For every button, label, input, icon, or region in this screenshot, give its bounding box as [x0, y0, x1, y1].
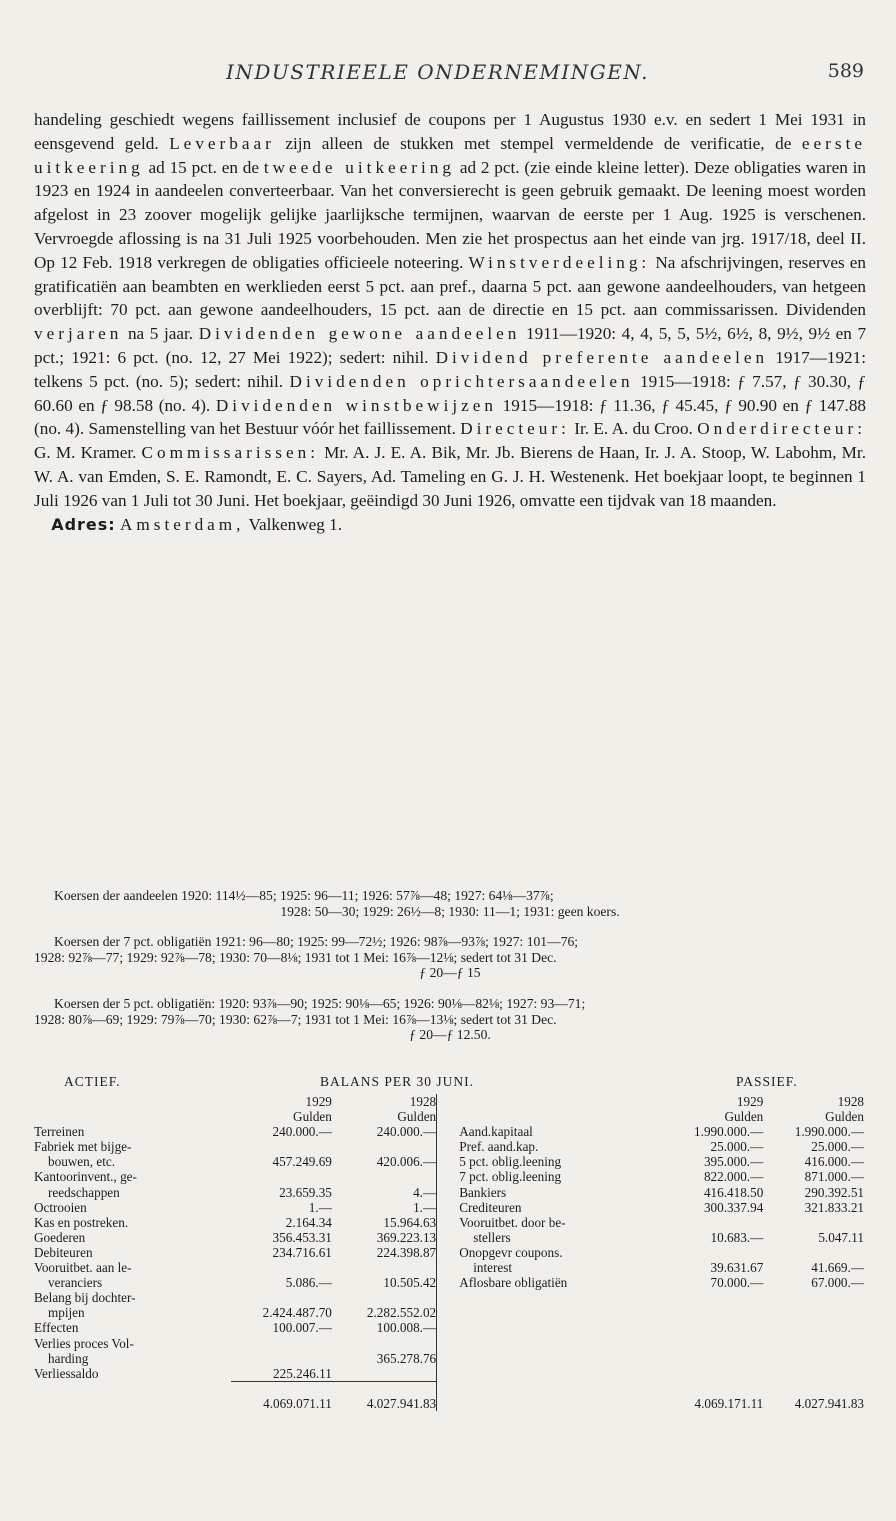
right-value-1928: 321.833.21	[804, 1199, 864, 1215]
actief-item-label: Debiteuren	[34, 1244, 93, 1260]
text-segment: 1911—1920: 4, 4, 5, 5, 5½, 6½, 8, 9½, 9½ en 7 pct.; 1921: 6 pct. (no. 12, 27 Mei 1922); sedert: nihil.	[34, 324, 867, 367]
left-value-1928: 1.—	[413, 1199, 437, 1215]
spaced-term: Dividenden winstbewijzen	[215, 395, 497, 415]
balance-row	[34, 1290, 864, 1305]
left-value-1928: 2.282.552.02	[366, 1305, 437, 1321]
passief-item-label: stellers	[473, 1229, 511, 1245]
text-segment: na 5 jaar.	[127, 324, 194, 344]
actief-item-label: Effecten	[34, 1320, 79, 1336]
actief-item-label: Fabriek met bijge-	[34, 1139, 132, 1155]
right-value-1929: 822.000.—	[703, 1169, 764, 1185]
left-value-1929: 23.659.35	[279, 1184, 332, 1200]
total-actief-1929: 4.069.071.11	[263, 1395, 332, 1411]
passief-item-label: Bankiers	[459, 1184, 507, 1200]
left-value-1928: 369.223.13	[376, 1229, 437, 1245]
column-divider	[437, 1215, 460, 1230]
column-divider	[437, 1336, 460, 1351]
year-row	[34, 1094, 864, 1109]
spaced-term: Winstverdeeling:	[468, 252, 651, 272]
year-header: 1928	[409, 1094, 437, 1109]
right-value-1929: 1.990.000.—	[694, 1124, 764, 1140]
actief-item-label: bouwen, etc.	[48, 1154, 116, 1170]
passief-label: PASSIEF.	[736, 1074, 798, 1089]
actief-item-label: Vooruitbet. aan le-	[34, 1260, 132, 1276]
left-value-1928	[332, 1366, 437, 1382]
spaced-term: Dividenden oprichtersaandeelen	[289, 371, 634, 391]
totals-row	[34, 1382, 864, 1411]
actief-item-label: Terreinen	[34, 1124, 85, 1140]
text-segment: zijn alleen de stukken met stempel vermeldende de verificatie, de	[285, 133, 792, 153]
passief-item-label: Pref. aand.kap.	[459, 1139, 539, 1155]
balance-row	[34, 1351, 864, 1366]
unit-header: Gulden	[724, 1109, 764, 1125]
left-value-1929: 5.086.—	[285, 1275, 332, 1291]
balance-row	[34, 1305, 864, 1320]
column-divider	[437, 1351, 460, 1366]
spaced-term: Dividend preferente aandeelen	[435, 347, 769, 367]
text-segment: handeling geschiedt wegens faillissement inclusief de coupons per 1 Augustus 1930 e.v. en sedert 1 Mei 1931 in eensgevend geld.	[34, 110, 866, 153]
actief-item-label: Kantoorinvent., ge-	[34, 1169, 137, 1185]
column-divider	[437, 1260, 460, 1275]
column-divider	[437, 1230, 460, 1245]
unit-row	[34, 1109, 864, 1124]
total-passief-1928: 4.027.941.83	[794, 1395, 864, 1411]
left-value-1929: 240.000.—	[272, 1124, 332, 1140]
balance-row	[34, 1260, 864, 1275]
left-value-1929: 457.249.69	[272, 1154, 332, 1170]
actief-item-label: Octrooien	[34, 1199, 87, 1215]
left-value-1929: 2.424.487.70	[262, 1305, 332, 1321]
actief-item-label: reedschappen	[48, 1184, 120, 1200]
right-value-1929: 416.418.50	[703, 1184, 764, 1200]
column-divider	[437, 1200, 460, 1215]
koersen-line: ƒ 20—ƒ 12.50.	[409, 1027, 491, 1043]
spaced-term: Directeur:	[460, 419, 570, 439]
unit-header: Gulden	[397, 1109, 437, 1125]
right-value-1929: 395.000.—	[703, 1154, 764, 1170]
text-segment: Ir. E. A. du Croo.	[574, 419, 693, 439]
passief-item-label: 5 pct. oblig.leening	[459, 1154, 562, 1170]
right-value-1929: 10.683.—	[710, 1229, 764, 1245]
balance-row	[34, 1336, 864, 1351]
actief-item-label: Goederen	[34, 1229, 86, 1245]
text-segment: G. M. Kramer.	[34, 443, 137, 463]
left-value-1928: 4.—	[413, 1184, 437, 1200]
year-header: 1929	[736, 1094, 764, 1109]
spaced-term: Leverbaar	[169, 133, 275, 153]
actief-item-label: harding	[48, 1350, 89, 1366]
column-divider	[437, 1290, 460, 1305]
left-value-1929: 356.453.31	[272, 1229, 332, 1245]
koersen-aandeelen	[34, 888, 866, 919]
balance-row	[34, 1124, 864, 1139]
main-paragraph	[34, 108, 866, 536]
passief-item-label: 7 pct. oblig.leening	[459, 1169, 562, 1185]
left-value-1928: 420.006.—	[376, 1154, 437, 1170]
passief-item-label: Vooruitbet. door be-	[459, 1214, 566, 1230]
balance-row	[34, 1154, 864, 1169]
left-value-1928: 365.278.76	[376, 1350, 437, 1366]
koersen-5pct	[34, 996, 866, 1043]
right-value-1928: 1.990.000.—	[794, 1124, 864, 1140]
spaced-term: verjaren	[34, 324, 123, 344]
passief-item-label: Crediteuren	[459, 1199, 522, 1215]
right-value-1928: 5.047.11	[818, 1229, 864, 1245]
text-segment: 1915—1918: ƒ 11.36, ƒ 45.45, ƒ 90.90 en ƒ 147.88 (no. 4). Samenstelling van het Bestuur vóór het faillissement.	[34, 395, 867, 439]
left-value-1928: 15.964.63	[383, 1214, 437, 1230]
text-segment: Mr. A. J. E. A. Bik, Mr. Jb. Bierens de Haan, Ir. J. A. Stoop, W. Labohm, Mr. W. A. van Emden, S. E. Ramondt, E. C. Sayers, Ad. Tameling en G. J. H. Westenenk. Het boekjaar loopt, te beginnen 1 Juli 1926 van 1 Juli tot 30 Juni. Het boekjaar, geëindigd 30 Juni 1926, omvatte een tijdvak van 18 maanden.	[34, 443, 867, 510]
koersen-7pct	[34, 934, 866, 981]
actief-item-label: Belang bij dochter-	[34, 1290, 136, 1306]
spaced-term: Commissarissen:	[141, 443, 319, 463]
column-divider	[437, 1139, 460, 1154]
page-number: 589	[827, 60, 864, 82]
balance-row	[34, 1169, 864, 1184]
passief-item-label: interest	[473, 1260, 513, 1276]
left-value-1928: 10.505.42	[383, 1275, 437, 1291]
balance-row	[34, 1200, 864, 1215]
text-segment: ad 15 pct. en de	[148, 157, 259, 177]
column-divider	[437, 1366, 460, 1382]
balance-row	[34, 1139, 864, 1154]
balance-row	[34, 1320, 864, 1335]
address-label: Adres:	[51, 514, 116, 534]
actief-label: ACTIEF.	[64, 1074, 121, 1089]
right-value-1928: 25.000.—	[811, 1139, 864, 1155]
koersen-line: 1928: 92⅞—77; 1929: 92⅞—78; 1930: 70—8⅛; 1931 tot 1 Mei: 16⅞—12⅛; sedert tot 31 Dec.	[34, 949, 557, 965]
right-value-1928: 871.000.—	[804, 1169, 864, 1185]
actief-item-label: Verliessaldo	[34, 1366, 99, 1382]
total-passief-1929: 4.069.171.11	[694, 1395, 764, 1411]
right-value-1929: 70.000.—	[710, 1275, 764, 1291]
passief-item-label: Onopgevr coupons.	[459, 1244, 563, 1260]
column-divider	[437, 1154, 460, 1169]
year-header: 1928	[837, 1094, 864, 1109]
right-value-1929: 39.631.67	[710, 1260, 764, 1276]
left-value-1928: 100.008.—	[376, 1320, 437, 1336]
address-city: Amsterdam,	[119, 514, 245, 534]
year-header: 1929	[305, 1094, 332, 1109]
actief-item-label: Verlies proces Vol-	[34, 1335, 134, 1351]
running-title: INDUSTRIEELE ONDERNEMINGEN.	[226, 60, 649, 84]
column-divider	[437, 1245, 460, 1260]
spaced-term: tweede uitkeering	[263, 157, 455, 177]
address-street: Valkenweg 1.	[248, 514, 343, 534]
left-value-1929: 100.007.—	[272, 1320, 332, 1336]
balance-row	[34, 1366, 864, 1382]
koersen-line: Koersen der 7 pct. obligatiën 1921: 96—80; 1925: 99—72½; 1926: 98⅞—93⅞; 1927: 101—76;	[54, 934, 579, 949]
column-divider	[437, 1169, 460, 1184]
column-divider	[437, 1275, 460, 1290]
actief-item-label: veranciers	[48, 1275, 103, 1291]
koersen-line: 1928: 80⅞—69; 1929: 79⅞—70; 1930: 62⅞—7; 1931 tot 1 Mei: 16⅞—13⅛; sedert tot 31 Dec.	[34, 1011, 557, 1027]
right-value-1928: 41.669.—	[811, 1260, 864, 1276]
left-value-1929: 2.164.34	[285, 1214, 332, 1230]
unit-header: Gulden	[293, 1109, 332, 1125]
column-divider	[437, 1185, 460, 1200]
spaced-term: Onderdirecteur:	[697, 419, 867, 439]
text-segment: Na afschrijvingen, reserves en gratificatiën aan beambten en werklieden eerst 5 pct. aan pref., daarna 5 pct. aan gewone aandeelhouders, van hetgeen overblijft: 70 pct. aan gewone aandeelhouders, 15 pct. aan de directie en 15 pct. aan commissarissen. Dividenden	[34, 252, 867, 320]
left-value-1929: 1.—	[308, 1199, 332, 1215]
page-header	[0, 60, 896, 88]
passief-item-label: Aflosbare obligatiën	[459, 1275, 568, 1291]
column-divider	[437, 1124, 460, 1139]
right-value-1928: 67.000.—	[811, 1275, 864, 1291]
koersen-line: Koersen der 5 pct. obligatiën: 1920: 93⅞—90; 1925: 90⅛—65; 1926: 90⅛—82⅛; 1927: 93—71;	[54, 996, 586, 1011]
text-segment: 1917—1921: telkens 5 pct. (no. 5); sedert: nihil.	[34, 347, 867, 391]
balance-title: BALANS PER 30 JUNI.	[320, 1074, 475, 1089]
text-segment: ad 2 pct. (zie einde kleine letter). Deze obligaties waren in 1923 en 1924 in aandeelen converteerbaar. Van het conversierecht is geen gebruik gemaakt. De leening moest worden afgelost in 23 zoover mogelijk gelijke jaarlijksche termijnen, waarvan de eerste per 1 Aug. 1925 is verschenen. Vervroegde aflossing is na 31 Juli 1925 voorbehouden. Men zie het prospectus aan het einde van jrg. 1917/18, deel II. Op 12 Feb. 1918 verkregen de obligaties officieele noteering.	[34, 157, 866, 272]
right-value-1929: 25.000.—	[710, 1139, 764, 1155]
right-value-1928: 416.000.—	[804, 1154, 864, 1170]
text-segment: 1915—1918: ƒ 7.57, ƒ 30.30, ƒ 60.60 en ƒ 98.58 (no. 4).	[34, 371, 867, 415]
actief-item-label: Kas en postreken.	[34, 1214, 129, 1230]
total-actief-1928: 4.027.941.83	[366, 1395, 437, 1411]
balance-row	[34, 1185, 864, 1200]
koersen-line: ƒ 20—ƒ 15	[419, 965, 481, 981]
balance-row	[34, 1230, 864, 1245]
unit-header: Gulden	[825, 1109, 864, 1125]
balance-heading	[0, 1074, 896, 1094]
left-value-1929	[231, 1351, 332, 1366]
koersen-line: 1928: 50—30; 1929: 26½—8; 1930: 11—1; 1931: geen koers.	[280, 903, 620, 919]
balance-row	[34, 1245, 864, 1260]
left-value-1929: 234.716.61	[272, 1244, 332, 1260]
koersen-line: Koersen der aandeelen 1920: 114½—85; 1925: 96—11; 1926: 57⅞—48; 1927: 64⅛—37⅞;	[54, 888, 554, 903]
actief-item-label: mpijen	[48, 1305, 85, 1321]
column-divider	[437, 1320, 460, 1335]
balance-row	[34, 1275, 864, 1290]
spaced-term: Dividenden gewone aandeelen	[198, 324, 521, 344]
balance-sheet	[34, 1094, 864, 1411]
right-value-1929: 300.337.94	[703, 1199, 764, 1215]
column-divider	[437, 1305, 460, 1320]
right-value-1928: 290.392.51	[804, 1184, 864, 1200]
left-value-1928: 240.000.—	[376, 1124, 437, 1140]
passief-item-label: Aand.kapitaal	[459, 1124, 533, 1140]
balance-row	[34, 1215, 864, 1230]
left-value-1928: 224.398.87	[376, 1244, 437, 1260]
left-value-1929: 225.246.11	[273, 1365, 332, 1381]
spaced-term: eerste uitkeering	[34, 133, 866, 177]
